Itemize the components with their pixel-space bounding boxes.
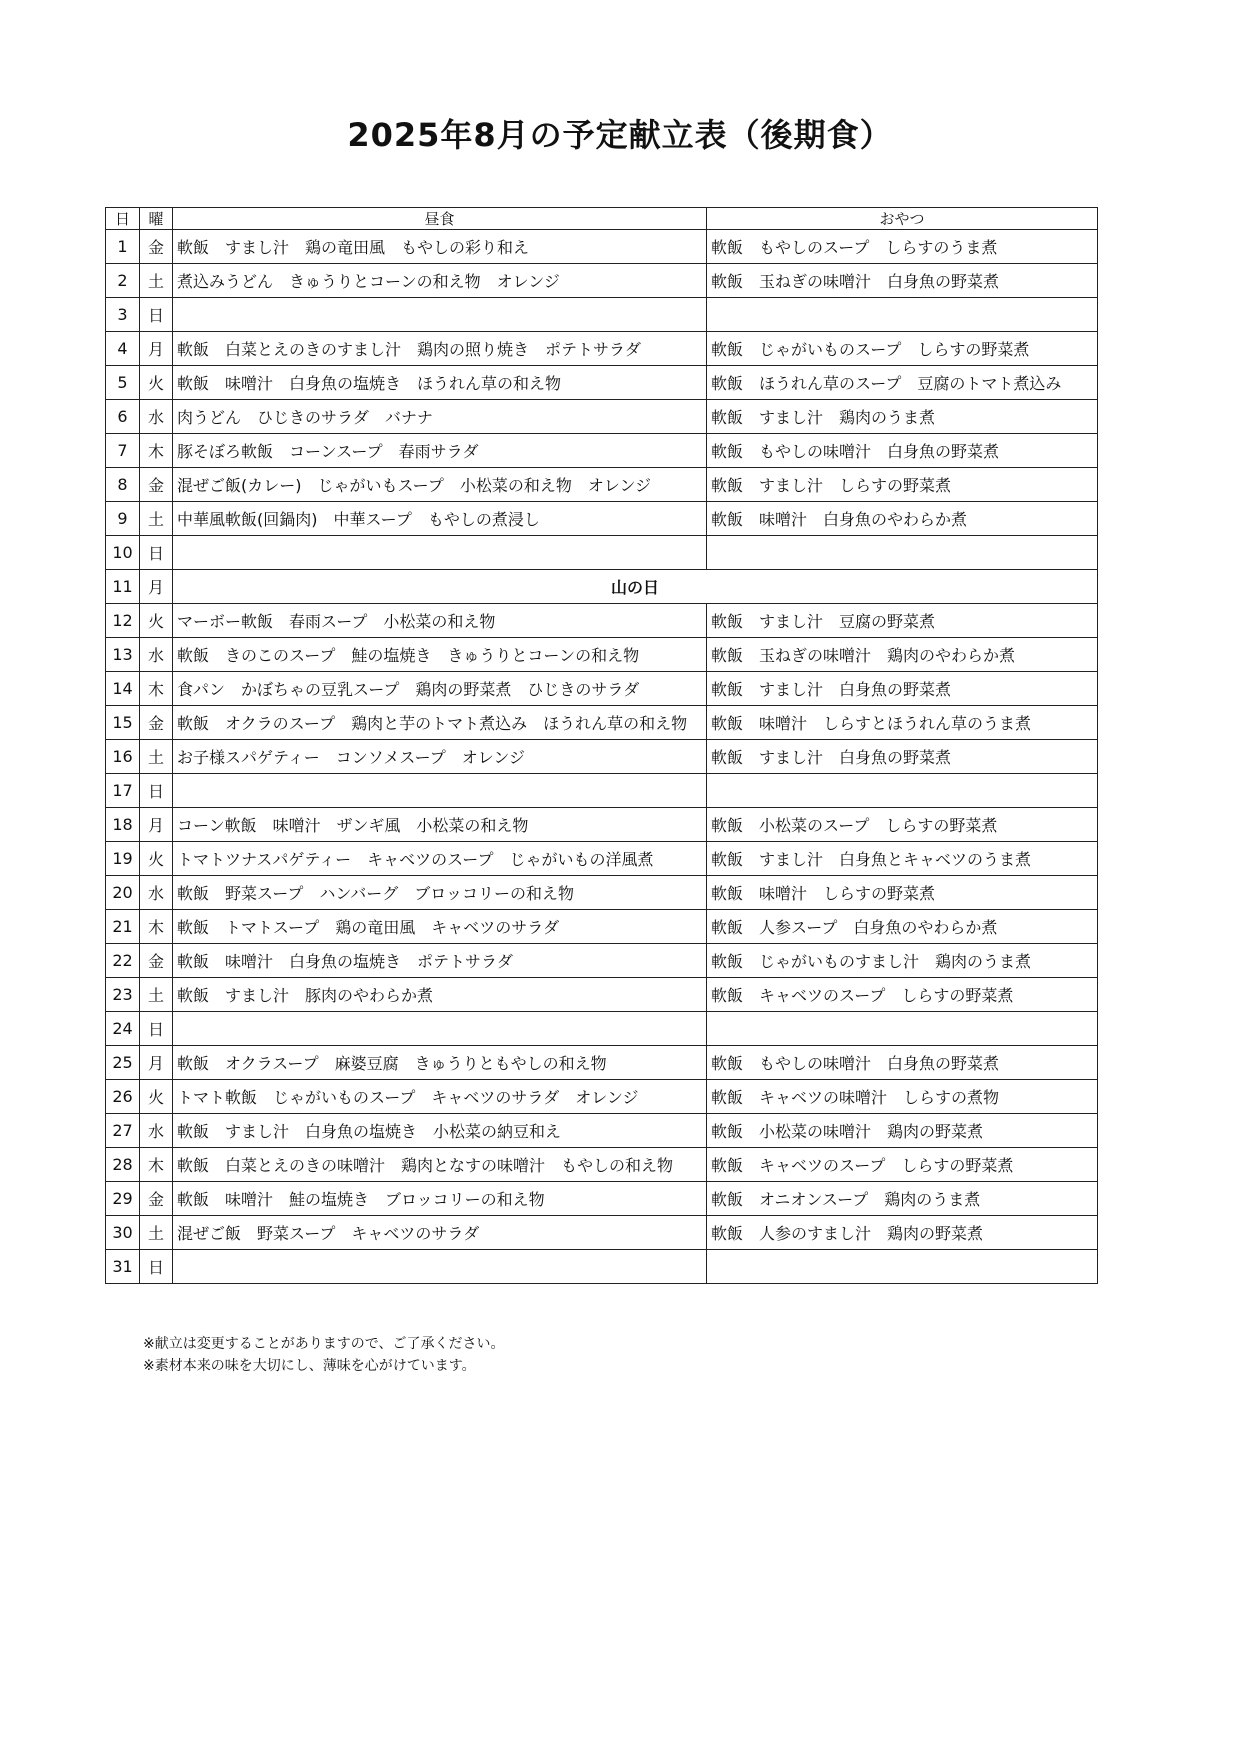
table-row [106,434,1098,468]
table-row [106,842,1098,876]
weekday-cell: 日 [140,1012,173,1046]
snack-cell [707,298,1098,332]
day-cell: 9 [106,502,140,536]
weekday-cell: 水 [140,638,173,672]
weekday-cell: 火 [140,1080,173,1114]
lunch-cell [173,298,707,332]
lunch-cell: 軟飯 すまし汁 鶏の竜田風 もやしの彩り和え [173,230,707,264]
day-cell: 29 [106,1182,140,1216]
lunch-cell: 豚そぼろ軟飯 コーンスープ 春雨サラダ [173,434,707,468]
day-cell: 27 [106,1114,140,1148]
day-cell: 14 [106,672,140,706]
table-row [106,570,1098,604]
table-header-row [106,208,1098,230]
table-row [106,298,1098,332]
snack-cell: 軟飯 もやしの味噌汁 白身魚の野菜煮 [707,434,1098,468]
snack-cell: 軟飯 じゃがいものスープ しらすの野菜煮 [707,332,1098,366]
day-cell: 26 [106,1080,140,1114]
table-row [106,604,1098,638]
snack-cell: 軟飯 玉ねぎの味噌汁 鶏肉のやわらか煮 [707,638,1098,672]
note-change: ※献立は変更することがありますので、ご了承ください。 [143,1336,505,1352]
weekday-cell: 木 [140,672,173,706]
day-cell: 17 [106,774,140,808]
snack-cell: 軟飯 すまし汁 豆腐の野菜煮 [707,604,1098,638]
lunch-cell: 混ぜご飯 野菜スープ キャベツのサラダ [173,1216,707,1250]
snack-cell: 軟飯 すまし汁 白身魚の野菜煮 [707,740,1098,774]
day-cell: 5 [106,366,140,400]
table-row [106,1148,1098,1182]
lunch-cell: マーボー軟飯 春雨スープ 小松菜の和え物 [173,604,707,638]
weekday-cell: 月 [140,1046,173,1080]
day-cell: 2 [106,264,140,298]
day-cell: 25 [106,1046,140,1080]
table-row [106,740,1098,774]
lunch-cell: 軟飯 きのこのスープ 鮭の塩焼き きゅうりとコーンの和え物 [173,638,707,672]
lunch-cell [173,536,707,570]
day-cell: 22 [106,944,140,978]
table-row [106,366,1098,400]
lunch-cell: 軟飯 味噌汁 鮭の塩焼き ブロッコリーの和え物 [173,1182,707,1216]
day-cell: 8 [106,468,140,502]
day-cell: 31 [106,1250,140,1284]
lunch-cell: 中華風軟飯(回鍋肉) 中華スープ もやしの煮浸し [173,502,707,536]
weekday-cell: 木 [140,434,173,468]
snack-cell [707,1250,1098,1284]
weekday-cell: 水 [140,400,173,434]
snack-cell: 軟飯 じゃがいものすまし汁 鶏肉のうま煮 [707,944,1098,978]
weekday-cell: 月 [140,808,173,842]
day-cell: 24 [106,1012,140,1046]
weekday-cell: 月 [140,570,173,604]
lunch-cell: コーン軟飯 味噌汁 ザンギ風 小松菜の和え物 [173,808,707,842]
weekday-cell: 日 [140,1250,173,1284]
snack-cell: 軟飯 小松菜のスープ しらすの野菜煮 [707,808,1098,842]
day-cell: 13 [106,638,140,672]
table-row [106,400,1098,434]
table-row [106,672,1098,706]
weekday-cell: 金 [140,706,173,740]
weekday-cell: 火 [140,366,173,400]
lunch-cell: 軟飯 すまし汁 白身魚の塩焼き 小松菜の納豆和え [173,1114,707,1148]
snack-cell: 軟飯 もやしのスープ しらすのうま煮 [707,230,1098,264]
header-lunch: 昼食 [173,208,707,230]
weekday-cell: 火 [140,842,173,876]
table-row [106,1114,1098,1148]
table-row [106,1182,1098,1216]
weekday-cell: 日 [140,774,173,808]
header-snack: おやつ [707,208,1098,230]
header-day: 日 [106,208,140,230]
day-cell: 16 [106,740,140,774]
snack-cell: 軟飯 人参スープ 白身魚のやわらか煮 [707,910,1098,944]
weekday-cell: 土 [140,502,173,536]
header-dow: 曜 [140,208,173,230]
weekday-cell: 水 [140,876,173,910]
day-cell: 30 [106,1216,140,1250]
table-row [106,536,1098,570]
lunch-cell: 軟飯 白菜とえのきのすまし汁 鶏肉の照り焼き ポテトサラダ [173,332,707,366]
snack-cell: 軟飯 味噌汁 しらすの野菜煮 [707,876,1098,910]
lunch-cell [173,774,707,808]
lunch-cell [173,1012,707,1046]
lunch-cell: 軟飯 野菜スープ ハンバーグ ブロッコリーの和え物 [173,876,707,910]
table-row [106,332,1098,366]
menu-table [105,207,1098,1284]
lunch-cell: 軟飯 味噌汁 白身魚の塩焼き ほうれん草の和え物 [173,366,707,400]
lunch-cell: 軟飯 トマトスープ 鶏の竜田風 キャベツのサラダ [173,910,707,944]
weekday-cell: 金 [140,230,173,264]
lunch-cell: 煮込みうどん きゅうりとコーンの和え物 オレンジ [173,264,707,298]
snack-cell: 軟飯 味噌汁 白身魚のやわらか煮 [707,502,1098,536]
day-cell: 19 [106,842,140,876]
snack-cell [707,1012,1098,1046]
table-row [106,808,1098,842]
day-cell: 18 [106,808,140,842]
weekday-cell: 木 [140,1148,173,1182]
table-row [106,944,1098,978]
table-row [106,502,1098,536]
table-row [106,230,1098,264]
weekday-cell: 日 [140,298,173,332]
day-cell: 4 [106,332,140,366]
snack-cell: 軟飯 キャベツのスープ しらすの野菜煮 [707,1148,1098,1182]
snack-cell: 軟飯 オニオンスープ 鶏肉のうま煮 [707,1182,1098,1216]
snack-cell: 軟飯 ほうれん草のスープ 豆腐のトマト煮込み [707,366,1098,400]
lunch-cell: トマト軟飯 じゃがいものスープ キャベツのサラダ オレンジ [173,1080,707,1114]
lunch-cell: 混ぜご飯(カレー) じゃがいもスープ 小松菜の和え物 オレンジ [173,468,707,502]
weekday-cell: 金 [140,1182,173,1216]
lunch-cell: 軟飯 味噌汁 白身魚の塩焼き ポテトサラダ [173,944,707,978]
day-cell: 10 [106,536,140,570]
table-row [106,774,1098,808]
snack-cell: 軟飯 味噌汁 しらすとほうれん草のうま煮 [707,706,1098,740]
notes [143,1333,504,1377]
snack-cell: 軟飯 小松菜の味噌汁 鶏肉の野菜煮 [707,1114,1098,1148]
weekday-cell: 木 [140,910,173,944]
snack-cell: 軟飯 すまし汁 しらすの野菜煮 [707,468,1098,502]
weekday-cell: 土 [140,978,173,1012]
lunch-cell: 軟飯 白菜とえのきの味噌汁 鶏肉となすの味噌汁 もやしの和え物 [173,1148,707,1182]
table-row [106,1046,1098,1080]
table-row [106,1080,1098,1114]
snack-cell: 軟飯 キャベツのスープ しらすの野菜煮 [707,978,1098,1012]
weekday-cell: 金 [140,944,173,978]
lunch-cell [173,1250,707,1284]
page-title: 2025年8月の予定献立表（後期食） [347,116,893,154]
table-row [106,264,1098,298]
day-cell: 1 [106,230,140,264]
snack-cell: 軟飯 もやしの味噌汁 白身魚の野菜煮 [707,1046,1098,1080]
day-cell: 28 [106,1148,140,1182]
day-cell: 12 [106,604,140,638]
day-cell: 6 [106,400,140,434]
lunch-cell: 肉うどん ひじきのサラダ バナナ [173,400,707,434]
weekday-cell: 土 [140,740,173,774]
table-row [106,468,1098,502]
weekday-cell: 土 [140,1216,173,1250]
note-taste: ※素材本来の味を大切にし、薄味を心がけています。 [143,1358,476,1374]
day-cell: 15 [106,706,140,740]
lunch-cell: 軟飯 オクラスープ 麻婆豆腐 きゅうりともやしの和え物 [173,1046,707,1080]
table-row [106,876,1098,910]
lunch-cell: 軟飯 オクラのスープ 鶏肉と芋のトマト煮込み ほうれん草の和え物 [173,706,707,740]
snack-cell: 軟飯 すまし汁 白身魚とキャベツのうま煮 [707,842,1098,876]
weekday-cell: 水 [140,1114,173,1148]
day-cell: 21 [106,910,140,944]
table-row [106,638,1098,672]
snack-cell: 軟飯 キャベツの味噌汁 しらすの煮物 [707,1080,1098,1114]
day-cell: 11 [106,570,140,604]
day-cell: 20 [106,876,140,910]
snack-cell [707,774,1098,808]
table-row [106,1250,1098,1284]
snack-cell: 軟飯 すまし汁 白身魚の野菜煮 [707,672,1098,706]
holiday-cell: 山の日 [173,570,1098,604]
weekday-cell: 月 [140,332,173,366]
weekday-cell: 火 [140,604,173,638]
lunch-cell: 軟飯 すまし汁 豚肉のやわらか煮 [173,978,707,1012]
day-cell: 23 [106,978,140,1012]
snack-cell: 軟飯 すまし汁 鶏肉のうま煮 [707,400,1098,434]
table-row [106,1216,1098,1250]
day-cell: 3 [106,298,140,332]
snack-cell: 軟飯 人参のすまし汁 鶏肉の野菜煮 [707,1216,1098,1250]
lunch-cell: お子様スパゲティー コンソメスープ オレンジ [173,740,707,774]
table-row [106,706,1098,740]
weekday-cell: 土 [140,264,173,298]
table-row [106,1012,1098,1046]
lunch-cell: 食パン かぼちゃの豆乳スープ 鶏肉の野菜煮 ひじきのサラダ [173,672,707,706]
snack-cell: 軟飯 玉ねぎの味噌汁 白身魚の野菜煮 [707,264,1098,298]
weekday-cell: 金 [140,468,173,502]
lunch-cell: トマトツナスパゲティー キャベツのスープ じゃがいもの洋風煮 [173,842,707,876]
menu-body [106,230,1098,1284]
weekday-cell: 日 [140,536,173,570]
snack-cell [707,536,1098,570]
table-row [106,978,1098,1012]
day-cell: 7 [106,434,140,468]
table-row [106,910,1098,944]
